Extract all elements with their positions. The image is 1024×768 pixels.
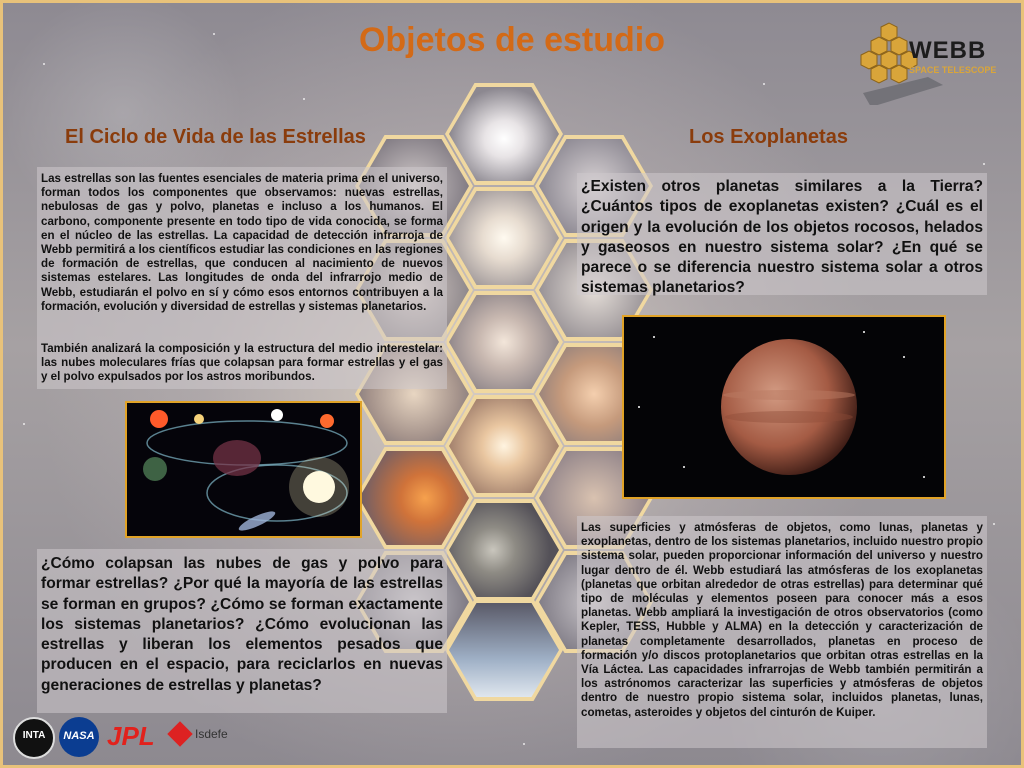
star — [43, 63, 45, 65]
right-questions: ¿Existen otros planetas similares a la Tierra? ¿Cuántos tipos de exoplanetas existen? ¿Cuál es el origen y la evolución de los objetos rocosos, helados y gaseosos en nuestro sistema solar? ¿En qué se parece o se diferencia nuestro sistema solar a otros sistemas planetarios? — [581, 178, 983, 297]
right-paragraph: Las superficies y atmósferas de objetos, como lunas, planetas y exoplanetas, dentro de los sistemas planetarios, incluido nuestro propio sistema solar, pueden proporcionar información del universo y nuestro lugar dentro de él. Webb estudiará las atmósferas de los exoplanetas (planetas que orbitan alrededor de otras estrellas) para determinar qué tipo de moléculas y elementos poseen para conocer más a esos planetas. Webb ampliará la investigación de otros observatorios (como Kepler, TESS, Hubble y ALMA) en la detección y caracterización de planetas completamente desarrollados, planetas en proceso de formación y/o discos protoplanetarios que orbitan otras estrellas en la Vía Láctea. Las capacidades infrarrojas de Webb también permitirán a los astrónomos caracterizar las superficies y atmósferas de objetos dentro de nuestro propio sistema solar, incluidos planetas, lunas, cometas, asteroides y objetos del cinturón de Kuiper. — [581, 521, 983, 719]
star — [983, 163, 985, 165]
exoplanet-illustration — [624, 317, 944, 497]
left-heading: El Ciclo de Vida de las Estrellas — [65, 126, 366, 148]
star-lifecycle-image — [125, 401, 362, 538]
inta-logo — [13, 717, 55, 759]
star — [523, 743, 525, 745]
left-questions: ¿Cómo colapsan las nubes de gas y polvo para formar estrellas? ¿Por qué la mayoría de las estrellas se forman en grupos? ¿Cómo se forman exactamente los sistemas planetarios? ¿Cómo evolucionan las estrellas y liberan los elementos pesados que producen en el espacio, para reciclarlos en nuevas generaciones de estrellas y planetas? — [41, 555, 443, 694]
star-lifecycle-illustration — [127, 403, 360, 536]
nasa-logo — [59, 717, 99, 757]
star — [303, 98, 305, 100]
webb-logo-subtitle: SPACE TELESCOPE — [909, 65, 997, 75]
isdefe-icon — [167, 721, 192, 746]
webb-logo — [853, 15, 1013, 105]
inta-logo-text: INTA — [22, 730, 46, 741]
left-paragraph-2: También analizará la composición y la estructura del medio interestelar: las nubes moleculares frías que colapsan para formar estrellas y el gas y el polvo expulsados por los astros moribundos. — [41, 342, 443, 384]
webb-logo-word: WEBB — [909, 37, 987, 64]
page-title: Objetos de estudio — [358, 21, 666, 59]
nasa-logo-text: NASA — [63, 730, 95, 742]
isdefe-logo: Isdefe — [195, 727, 228, 741]
star — [23, 423, 25, 425]
right-heading: Los Exoplanetas — [689, 126, 848, 148]
exoplanet-image — [622, 315, 946, 499]
star — [993, 523, 995, 525]
star — [763, 83, 765, 85]
jpl-logo: JPL — [107, 721, 155, 751]
left-paragraph-1: Las estrellas son las fuentes esenciales de materia prima en el universo, forman todos los componentes que observamos: nuevas estrellas, nebulosas de gas y polvo, planetas e incluso a los humanos. El carbono, componente presente en todo tipo de vida conocida, se forma en el núcleo de las estrellas. La capacidad de detección infrarroja de Webb permitirá a los científicos estudiar las condiciones en las regiones de formación de estrellas, que conducen al nacimiento de nuevos sistemas estelares. Las longitudes de onda del infrarrojo medio de Webb, estudiarán el polvo en sí y cómo esos entornos contribuyen a la formación, evolución y diversidad de estrellas y sistemas planetarios. — [41, 172, 443, 313]
